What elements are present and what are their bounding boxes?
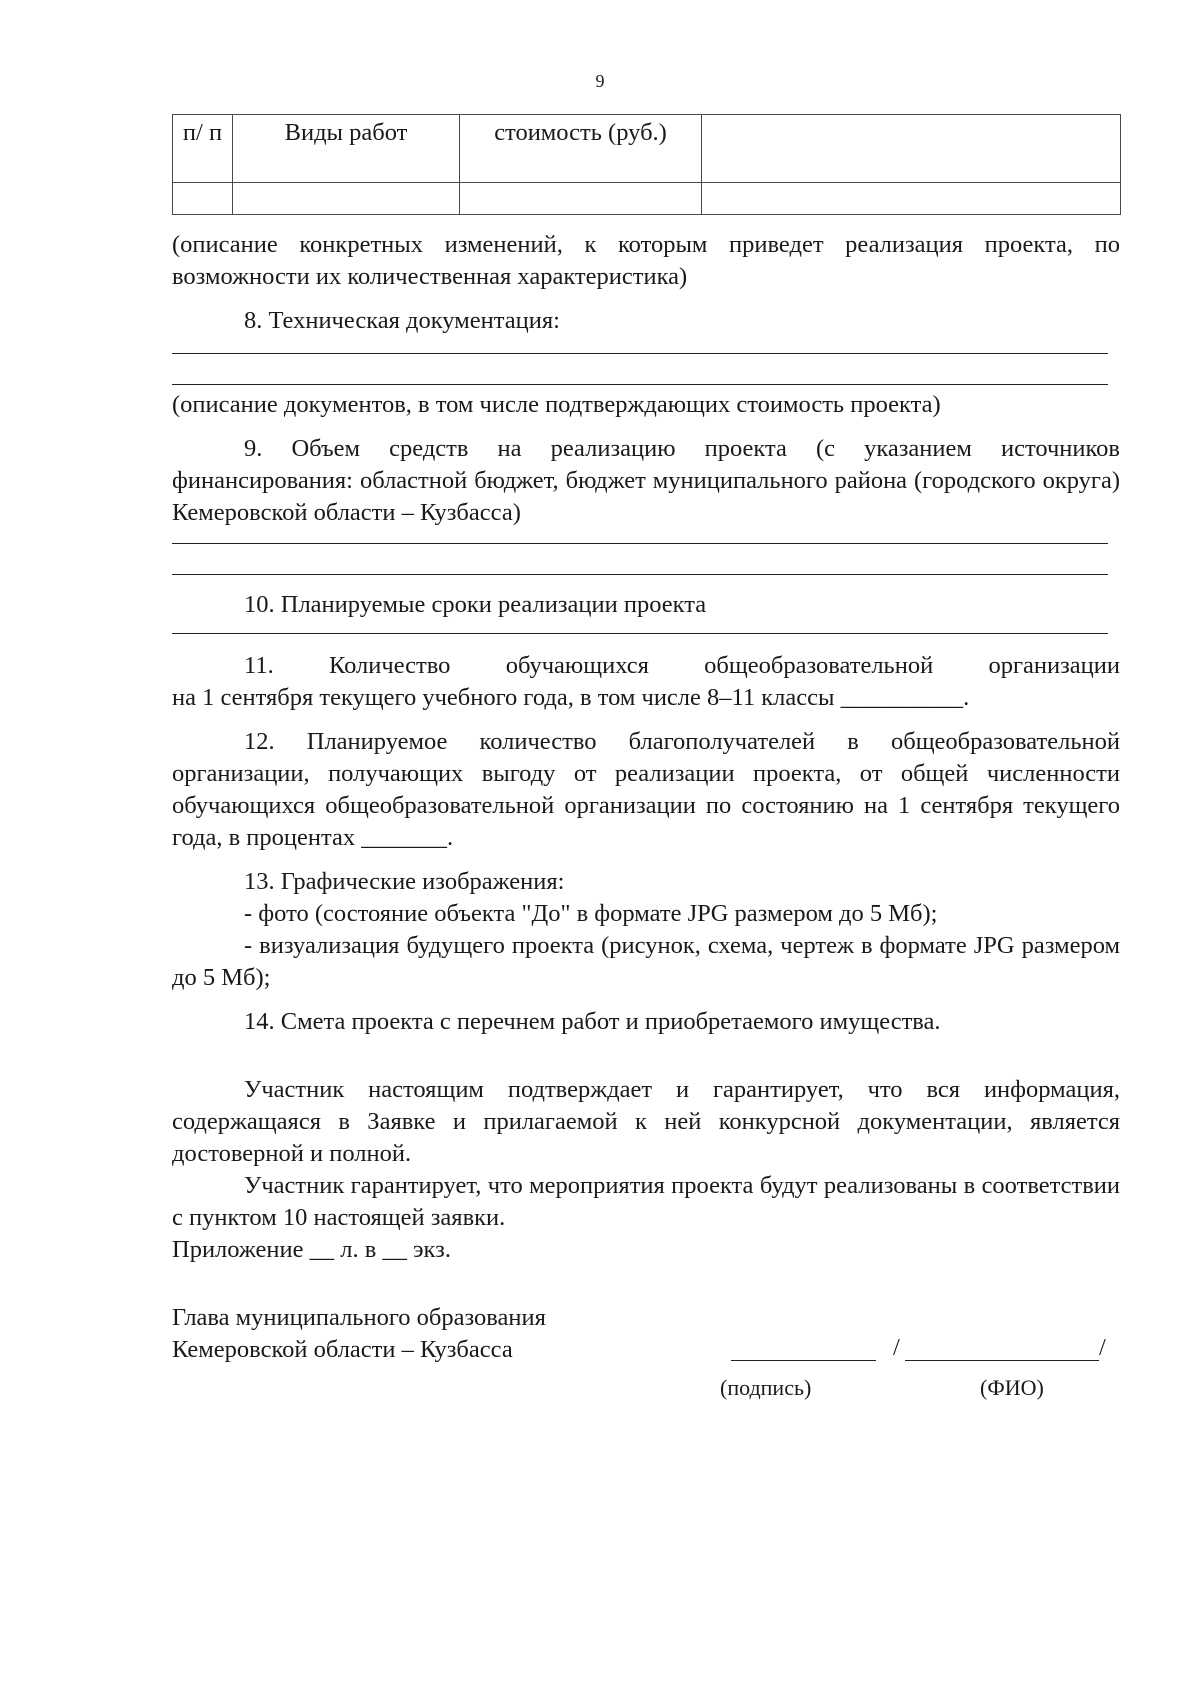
declaration-p2: Участник гарантирует, что мероприятия проекта будут реализованы в соответствии с пунктом 10 настоящей заявки. (172, 1172, 1120, 1231)
fio-caption: (ФИО) (980, 1375, 1044, 1400)
section14-text: 14. Смета проекта с перечнем работ и приобретаемого имущества. (244, 1008, 941, 1035)
section11-line1: 11. Количество обучающихся общеобразовательной организации (244, 652, 1120, 679)
section8-note: (описание документов, в том числе подтверждающих стоимость проекта) (172, 391, 941, 418)
section12-text: 12. Планируемое количество благополучателей в общеобразовательной организации, получающих выгоду от реализации проекта, от общей численности обучающихся общеобразовательной организации по состоянию на 1 сентября текущего года, в процентах _______. (172, 728, 1120, 851)
signature-line (731, 1360, 876, 1361)
section13-title: 13. Графические изображения: (244, 868, 565, 895)
col-extra-header (702, 115, 1121, 183)
signatory-line2: Кемеровской области – Кузбасса (172, 1336, 513, 1363)
section13-item2: - визуализация будущего проекта (рисунок, схема, чертеж в формате JPG размером до 5 Мб); (172, 932, 1120, 991)
table-cell (233, 183, 460, 215)
signature-caption: (подпись) (720, 1375, 812, 1400)
attachment-line: Приложение __ л. в __ экз. (172, 1236, 451, 1263)
page-number: 9 (595, 71, 605, 91)
section7-note: (описание конкретных изменений, к которым приведет реализация проекта, по возможности их количественная характеристика) (172, 231, 1120, 290)
works-table (172, 114, 1121, 215)
section8-title: 8. Техническая документация: (244, 307, 560, 334)
signature-block (172, 1302, 1120, 1398)
col-cost-header: стоимость (руб.) (460, 115, 702, 183)
section9-text: 9. Объем средств на реализацию проекта (с указанием источников финансирования: областной бюджет, бюджет муниципального района (городского округа) Кемеровской области – Кузбасса) (172, 435, 1120, 526)
table-header-row (173, 115, 1121, 183)
table-cell (460, 183, 702, 215)
table-row (173, 183, 1121, 215)
declaration-p1: Участник настоящим подтверждает и гарантирует, что вся информация, содержащаяся в Заявке и прилагаемой к ней конкурсной документации, является достоверной и полной. (172, 1076, 1120, 1167)
col-number-header: п/ п (173, 115, 233, 183)
fio-line (905, 1360, 1099, 1361)
section11-line2: на 1 сентября текущего учебного года, в том числе 8–11 классы __________. (172, 684, 970, 711)
col-work-types-header: Виды работ (233, 115, 460, 183)
section13-item1: - фото (состояние объекта "До" в формате JPG размером до 5 Мб); (244, 900, 938, 927)
signatory-title (172, 1302, 632, 1366)
form-content (172, 229, 1120, 1398)
slash-right: / (1099, 1334, 1106, 1361)
section10-text: 10. Планируемые сроки реализации проекта (244, 591, 707, 618)
signatory-line1: Глава муниципального образования (172, 1304, 546, 1331)
table-cell (173, 183, 233, 215)
table-cell (702, 183, 1121, 215)
slash-left: / (893, 1334, 900, 1361)
